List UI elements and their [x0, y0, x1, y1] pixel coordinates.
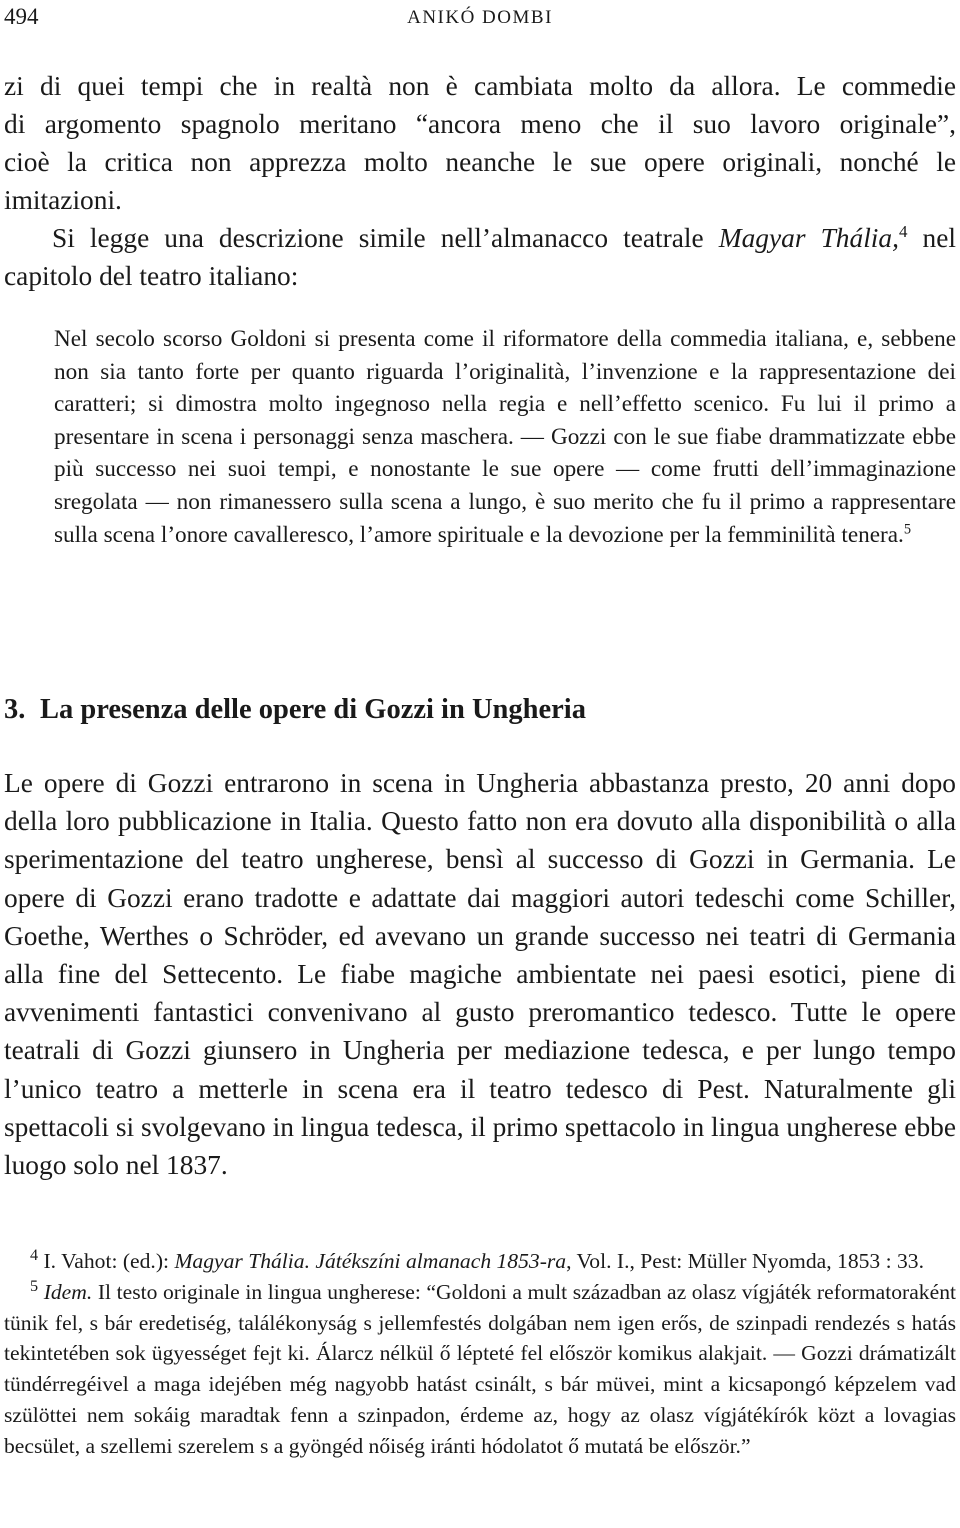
footnote-marker: 4	[30, 1245, 39, 1264]
footnote-marker: 5	[30, 1276, 39, 1295]
paragraph-continuation	[4, 67, 956, 295]
footnote-4	[4, 1246, 956, 1277]
text-line: imitazioni.	[4, 185, 122, 215]
footnote-idem: Idem.	[43, 1279, 93, 1304]
footnote-title: Magyar Thália. Játékszíni almanach 1853-ra	[174, 1249, 567, 1273]
footnote-text: Il testo originale in lingua ungherese: “Goldoni a mult században az olasz vígjáték reformatoraként tünik fel, s bár eredetiség, találékonyság s jellemfestés dolgában nem igen erős, de szinpadi rendezés s hatás tekintetében sok ügyességet fejt ki. Álarcz nélkül ő lépteté fel először komikus alakjait. — Gozzi drámatizált tündérregéivel a maga idejében még nagyobb hatást csinált, s bár müvei, mint a kicsapongó képzelem vad szülöttei nem sokáig maradtak fenn a szinpadon, érdeme az, hogy az olasz vígjátékírók közt a lovagias becsület, a szellemi szerelem s a gyöngéd nőiség iránti hódolatot ő mutatá be először.”	[4, 1279, 956, 1458]
quote-text: Nel secolo scorso Goldoni si presenta come il riformatore della commedia italiana, e, sebbene non sia tanto forte per quanto riguarda l’originalità, l’invenzione e la rappresentazione dei caratteri; si dimostra molto ingegnoso nella regia e nell’effetto scenico. Fu lui il primo a presentare in scena i personaggi senza maschera. — Gozzi con le sue fiabe drammatizzate ebbe più successo nei suoi tempi, e nonostante le sue opere — come frutti dell’immaginazione sregolata — non rimanessero sulla scena a lungo, è suo merito che fu il primo a rappresentare sulla scena l’onore cavalleresco, l’amore spirituale e la devozione per la femminilità tenera.	[54, 326, 956, 548]
paragraph-almanac	[4, 219, 956, 295]
almanac-title: Magyar Thália,	[718, 223, 899, 253]
running-head-author: ANIKÓ DOMBI	[407, 7, 553, 28]
footnote-ref-5[interactable]: 5	[903, 520, 912, 537]
block-quote	[54, 323, 956, 551]
text-line: zi di quei tempi che in realtà non è cambiata molto da allora. Le commedie	[4, 71, 956, 101]
paragraph-text: nel capitolo del teatro italiano:	[4, 223, 956, 291]
section-title: La presenza delle opere di Gozzi in Ungheria	[40, 694, 586, 725]
footnote-text: , Vol. I., Pest: Müller Nyomda, 1853 : 33.	[566, 1249, 924, 1273]
footnote-text: I. Vahot: (ed.):	[38, 1249, 175, 1273]
page-number: 494	[4, 4, 39, 29]
paragraph-text: Si legge una descrizione simile nell’almanacco teatrale	[52, 223, 719, 253]
footnote-ref-4[interactable]: 4	[898, 221, 908, 241]
footnotes	[4, 1246, 956, 1462]
text-line: di argomento spagnolo meritano “ancora meno che il suo lavoro originale”,	[4, 109, 956, 139]
section-number: 3.	[4, 694, 26, 725]
section-heading	[4, 694, 586, 726]
text-line: cioè la critica non apprezza molto neanche le sue opere originali, nonché le	[4, 147, 956, 177]
footnote-5	[4, 1277, 956, 1462]
running-head	[4, 4, 956, 34]
paragraph-section-3	[4, 764, 956, 1184]
paragraph-text: Le opere di Gozzi entrarono in scena in Ungheria abbastanza presto, 20 anni dopo della loro pubblicazione in Italia. Questo fatto non era dovuto alla disponibilità o alla sperimentazione del teatro ungherese, bensì al successo di Gozzi in Germania. Le opere di Gozzi erano tradotte e adattate dai maggiori autori tedeschi come Schiller, Goethe, Werthes o Schröder, ed avevano un grande successo nei teatri di Germania alla fine del Settecento. Le fiabe magiche ambientate nei paesi esotici, piene di avvenimenti fantastici convenivano al gusto preromantico tedesco. Tutte le opere teatrali di Gozzi giunsero in Ungheria per mediazione tedesca, e per lungo tempo l’unico teatro a metterle in scena era il teatro tedesco di Pest. Naturalmente gli spettacoli si svolgevano in lingua tedesca, il primo spettacolo in lingua ungherese ebbe luogo solo nel 1837.	[4, 768, 956, 1181]
